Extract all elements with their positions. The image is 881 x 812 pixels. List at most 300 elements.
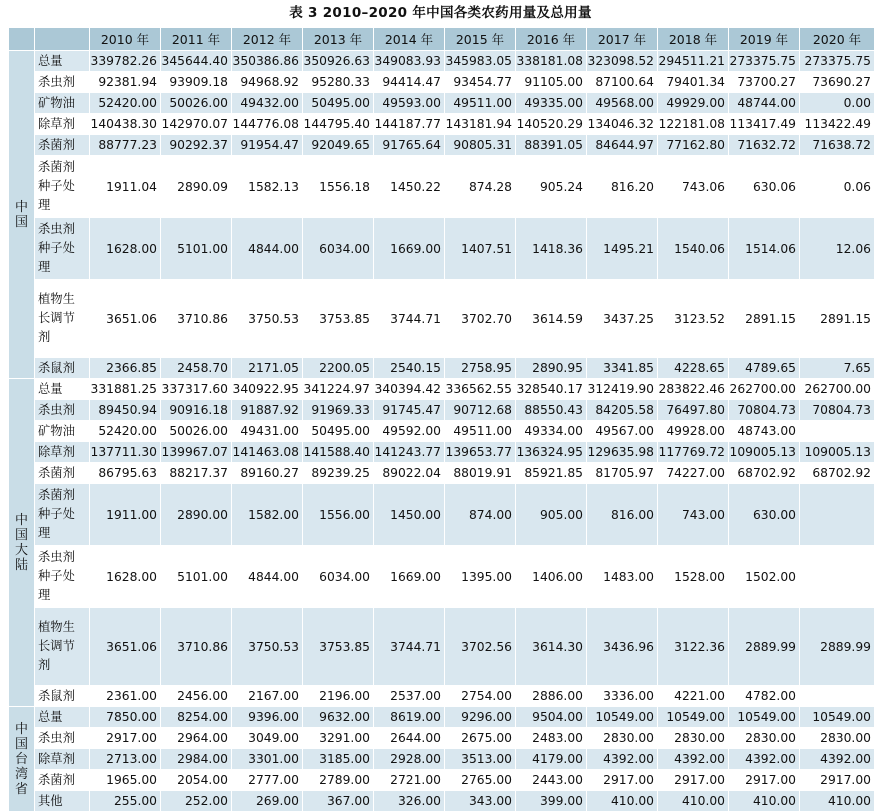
value-cell: 326.00 bbox=[374, 791, 445, 812]
table-row bbox=[9, 791, 875, 812]
value-cell: 0.06 bbox=[800, 156, 875, 218]
value-cell: 283822.46 bbox=[658, 379, 729, 400]
value-cell: 2171.05 bbox=[232, 358, 303, 379]
table-row bbox=[9, 749, 875, 770]
value-cell: 49929.00 bbox=[658, 93, 729, 114]
value-cell: 8254.00 bbox=[161, 707, 232, 728]
value-cell: 10549.00 bbox=[658, 707, 729, 728]
value-cell: 122181.08 bbox=[658, 114, 729, 135]
category-label: 杀菌剂种子处理 bbox=[35, 484, 90, 546]
value-cell: 2713.00 bbox=[90, 749, 161, 770]
value-cell: 340394.42 bbox=[374, 379, 445, 400]
value-cell: 1528.00 bbox=[658, 546, 729, 608]
value-cell: 89160.27 bbox=[232, 463, 303, 484]
year-header: 2018 年 bbox=[658, 28, 729, 51]
value-cell: 93909.18 bbox=[161, 72, 232, 93]
value-cell: 1965.00 bbox=[90, 770, 161, 791]
value-cell: 3436.96 bbox=[587, 608, 658, 686]
value-cell: 410.00 bbox=[658, 791, 729, 812]
value-cell: 79401.34 bbox=[658, 72, 729, 93]
value-cell: 7.65 bbox=[800, 358, 875, 379]
value-cell: 2984.00 bbox=[161, 749, 232, 770]
value-cell: 141463.08 bbox=[232, 442, 303, 463]
value-cell: 49593.00 bbox=[374, 93, 445, 114]
value-cell: 3753.85 bbox=[303, 608, 374, 686]
table-row bbox=[9, 280, 875, 358]
value-cell: 9396.00 bbox=[232, 707, 303, 728]
category-label: 矿物油 bbox=[35, 93, 90, 114]
value-cell: 3753.85 bbox=[303, 280, 374, 358]
value-cell: 90805.31 bbox=[445, 135, 516, 156]
value-cell: 9632.00 bbox=[303, 707, 374, 728]
value-cell: 85921.85 bbox=[516, 463, 587, 484]
value-cell: 1540.06 bbox=[658, 218, 729, 280]
value-cell: 4844.00 bbox=[232, 546, 303, 608]
value-cell: 1514.06 bbox=[729, 218, 800, 280]
value-cell: 410.00 bbox=[587, 791, 658, 812]
value-cell: 9504.00 bbox=[516, 707, 587, 728]
value-cell: 2540.15 bbox=[374, 358, 445, 379]
category-label: 植物生长调节剂 bbox=[35, 280, 90, 358]
year-header: 2019 年 bbox=[729, 28, 800, 51]
value-cell: 49335.00 bbox=[516, 93, 587, 114]
value-cell: 3185.00 bbox=[303, 749, 374, 770]
value-cell: 3122.36 bbox=[658, 608, 729, 686]
category-label: 矿物油 bbox=[35, 421, 90, 442]
value-cell: 3336.00 bbox=[587, 686, 658, 707]
value-cell: 2758.95 bbox=[445, 358, 516, 379]
category-label: 杀菌剂 bbox=[35, 463, 90, 484]
year-header: 2012 年 bbox=[232, 28, 303, 51]
table-row bbox=[9, 546, 875, 608]
value-cell: 3614.30 bbox=[516, 608, 587, 686]
value-cell: 90916.18 bbox=[161, 400, 232, 421]
value-cell: 2537.00 bbox=[374, 686, 445, 707]
value-cell: 2361.00 bbox=[90, 686, 161, 707]
value-cell: 49567.00 bbox=[587, 421, 658, 442]
table-caption: 表 3 2010–2020 年中国各类农药用量及总用量 bbox=[289, 5, 592, 21]
value-cell: 88550.43 bbox=[516, 400, 587, 421]
value-cell: 294511.21 bbox=[658, 51, 729, 72]
year-header: 2015 年 bbox=[445, 28, 516, 51]
table-row bbox=[9, 72, 875, 93]
value-cell: 1911.00 bbox=[90, 484, 161, 546]
value-cell: 2830.00 bbox=[587, 728, 658, 749]
value-cell: 2891.15 bbox=[800, 280, 875, 358]
value-cell: 349083.93 bbox=[374, 51, 445, 72]
table-wrapper bbox=[8, 27, 874, 812]
value-cell: 3291.00 bbox=[303, 728, 374, 749]
value-cell: 3341.85 bbox=[587, 358, 658, 379]
category-label: 总量 bbox=[35, 51, 90, 72]
value-cell: 93454.77 bbox=[445, 72, 516, 93]
value-cell: 49432.00 bbox=[232, 93, 303, 114]
value-cell: 10549.00 bbox=[800, 707, 875, 728]
category-label: 杀虫剂 bbox=[35, 400, 90, 421]
value-cell: 7850.00 bbox=[90, 707, 161, 728]
value-cell: 91105.00 bbox=[516, 72, 587, 93]
category-label: 杀菌剂 bbox=[35, 135, 90, 156]
value-cell: 86795.63 bbox=[90, 463, 161, 484]
group-label: 中国 bbox=[9, 51, 35, 379]
value-cell: 94414.47 bbox=[374, 72, 445, 93]
table-row bbox=[9, 728, 875, 749]
value-cell: 3301.00 bbox=[232, 749, 303, 770]
value-cell: 77162.80 bbox=[658, 135, 729, 156]
value-cell: 367.00 bbox=[303, 791, 374, 812]
value-cell: 84644.97 bbox=[587, 135, 658, 156]
value-cell: 2765.00 bbox=[445, 770, 516, 791]
value-cell: 255.00 bbox=[90, 791, 161, 812]
value-cell: 1450.22 bbox=[374, 156, 445, 218]
category-label: 杀鼠剂 bbox=[35, 686, 90, 707]
table-row bbox=[9, 135, 875, 156]
year-header: 2016 年 bbox=[516, 28, 587, 51]
value-cell: 3710.86 bbox=[161, 280, 232, 358]
category-label: 植物生长调节剂 bbox=[35, 608, 90, 686]
value-cell: 345644.40 bbox=[161, 51, 232, 72]
value-cell: 4392.00 bbox=[800, 749, 875, 770]
value-cell: 2891.15 bbox=[729, 280, 800, 358]
value-cell: 70804.73 bbox=[729, 400, 800, 421]
value-cell: 68702.92 bbox=[729, 463, 800, 484]
value-cell: 70804.73 bbox=[800, 400, 875, 421]
year-header: 2017 年 bbox=[587, 28, 658, 51]
value-cell: 3750.53 bbox=[232, 608, 303, 686]
value-cell: 1669.00 bbox=[374, 218, 445, 280]
value-cell: 139653.77 bbox=[445, 442, 516, 463]
value-cell: 139967.07 bbox=[161, 442, 232, 463]
value-cell: 345983.05 bbox=[445, 51, 516, 72]
year-header: 2010 年 bbox=[90, 28, 161, 51]
value-cell bbox=[800, 686, 875, 707]
table-row bbox=[9, 93, 875, 114]
value-cell: 49334.00 bbox=[516, 421, 587, 442]
value-cell: 90292.37 bbox=[161, 135, 232, 156]
value-cell: 3614.59 bbox=[516, 280, 587, 358]
value-cell: 142970.07 bbox=[161, 114, 232, 135]
value-cell bbox=[800, 421, 875, 442]
value-cell: 49592.00 bbox=[374, 421, 445, 442]
value-cell: 410.00 bbox=[729, 791, 800, 812]
value-cell: 113422.49 bbox=[800, 114, 875, 135]
year-header: 2014 年 bbox=[374, 28, 445, 51]
value-cell: 74227.00 bbox=[658, 463, 729, 484]
value-cell: 2777.00 bbox=[232, 770, 303, 791]
value-cell: 50495.00 bbox=[303, 93, 374, 114]
value-cell: 4392.00 bbox=[658, 749, 729, 770]
table-row bbox=[9, 400, 875, 421]
value-cell: 92381.94 bbox=[90, 72, 161, 93]
category-label: 总量 bbox=[35, 707, 90, 728]
value-cell: 1502.00 bbox=[729, 546, 800, 608]
value-cell: 49511.00 bbox=[445, 421, 516, 442]
value-cell: 136324.95 bbox=[516, 442, 587, 463]
value-cell: 144187.77 bbox=[374, 114, 445, 135]
value-cell: 3702.56 bbox=[445, 608, 516, 686]
value-cell: 88391.05 bbox=[516, 135, 587, 156]
value-cell: 262700.00 bbox=[800, 379, 875, 400]
value-cell: 0.00 bbox=[800, 93, 875, 114]
value-cell: 1628.00 bbox=[90, 218, 161, 280]
value-cell: 12.06 bbox=[800, 218, 875, 280]
value-cell: 95280.33 bbox=[303, 72, 374, 93]
value-cell: 331881.25 bbox=[90, 379, 161, 400]
value-cell: 3651.06 bbox=[90, 280, 161, 358]
value-cell bbox=[800, 546, 875, 608]
value-cell: 3049.00 bbox=[232, 728, 303, 749]
category-label: 杀菌剂 bbox=[35, 770, 90, 791]
year-header: 2020 年 bbox=[800, 28, 875, 51]
header-row bbox=[9, 28, 875, 51]
table-row bbox=[9, 51, 875, 72]
group-label: 中国大陆 bbox=[9, 379, 35, 707]
value-cell: 10549.00 bbox=[587, 707, 658, 728]
table-row bbox=[9, 608, 875, 686]
value-cell: 2889.99 bbox=[800, 608, 875, 686]
value-cell: 336562.55 bbox=[445, 379, 516, 400]
value-cell: 2917.00 bbox=[800, 770, 875, 791]
table-row bbox=[9, 114, 875, 135]
value-cell bbox=[800, 484, 875, 546]
value-cell: 2830.00 bbox=[800, 728, 875, 749]
value-cell: 4221.00 bbox=[658, 686, 729, 707]
value-cell: 48744.00 bbox=[729, 93, 800, 114]
value-cell: 328540.17 bbox=[516, 379, 587, 400]
category-label: 杀虫剂 bbox=[35, 72, 90, 93]
value-cell: 399.00 bbox=[516, 791, 587, 812]
value-cell: 2456.00 bbox=[161, 686, 232, 707]
category-label: 杀虫剂 bbox=[35, 728, 90, 749]
value-cell: 84205.58 bbox=[587, 400, 658, 421]
value-cell: 339782.26 bbox=[90, 51, 161, 72]
value-cell: 137711.30 bbox=[90, 442, 161, 463]
value-cell: 6034.00 bbox=[303, 218, 374, 280]
value-cell: 2675.00 bbox=[445, 728, 516, 749]
value-cell: 273375.75 bbox=[800, 51, 875, 72]
table-row bbox=[9, 156, 875, 218]
group-label: 中国台湾省 bbox=[9, 707, 35, 812]
header-corner-category bbox=[35, 28, 90, 51]
value-cell: 71638.72 bbox=[800, 135, 875, 156]
value-cell: 49431.00 bbox=[232, 421, 303, 442]
value-cell: 1582.00 bbox=[232, 484, 303, 546]
value-cell: 94968.92 bbox=[232, 72, 303, 93]
value-cell: 2754.00 bbox=[445, 686, 516, 707]
value-cell: 2830.00 bbox=[658, 728, 729, 749]
value-cell: 337317.60 bbox=[161, 379, 232, 400]
value-cell: 1669.00 bbox=[374, 546, 445, 608]
value-cell: 4844.00 bbox=[232, 218, 303, 280]
value-cell: 2443.00 bbox=[516, 770, 587, 791]
value-cell: 89022.04 bbox=[374, 463, 445, 484]
value-cell: 3710.86 bbox=[161, 608, 232, 686]
year-header: 2013 年 bbox=[303, 28, 374, 51]
table-row bbox=[9, 463, 875, 484]
value-cell: 5101.00 bbox=[161, 218, 232, 280]
table-row bbox=[9, 707, 875, 728]
value-cell: 81705.97 bbox=[587, 463, 658, 484]
value-cell: 52420.00 bbox=[90, 421, 161, 442]
value-cell: 874.00 bbox=[445, 484, 516, 546]
value-cell: 68702.92 bbox=[800, 463, 875, 484]
value-cell: 3744.71 bbox=[374, 280, 445, 358]
value-cell: 144795.40 bbox=[303, 114, 374, 135]
table-row bbox=[9, 442, 875, 463]
value-cell: 2366.85 bbox=[90, 358, 161, 379]
category-label: 其他 bbox=[35, 791, 90, 812]
value-cell: 73700.27 bbox=[729, 72, 800, 93]
value-cell: 816.00 bbox=[587, 484, 658, 546]
value-cell: 343.00 bbox=[445, 791, 516, 812]
value-cell: 2917.00 bbox=[587, 770, 658, 791]
value-cell: 1483.00 bbox=[587, 546, 658, 608]
category-label: 杀鼠剂 bbox=[35, 358, 90, 379]
value-cell: 905.24 bbox=[516, 156, 587, 218]
value-cell: 1395.00 bbox=[445, 546, 516, 608]
table-body bbox=[9, 51, 875, 812]
value-cell: 2830.00 bbox=[729, 728, 800, 749]
value-cell: 49568.00 bbox=[587, 93, 658, 114]
value-cell: 3702.70 bbox=[445, 280, 516, 358]
value-cell: 1406.00 bbox=[516, 546, 587, 608]
value-cell: 109005.13 bbox=[800, 442, 875, 463]
value-cell: 117769.72 bbox=[658, 442, 729, 463]
value-cell: 143181.94 bbox=[445, 114, 516, 135]
table-row bbox=[9, 379, 875, 400]
category-label: 总量 bbox=[35, 379, 90, 400]
value-cell: 87100.64 bbox=[587, 72, 658, 93]
value-cell: 341224.97 bbox=[303, 379, 374, 400]
value-cell: 50495.00 bbox=[303, 421, 374, 442]
value-cell: 140520.29 bbox=[516, 114, 587, 135]
value-cell: 2483.00 bbox=[516, 728, 587, 749]
value-cell: 340922.95 bbox=[232, 379, 303, 400]
value-cell: 76497.80 bbox=[658, 400, 729, 421]
table-row bbox=[9, 686, 875, 707]
year-header: 2011 年 bbox=[161, 28, 232, 51]
value-cell: 2886.00 bbox=[516, 686, 587, 707]
table-row bbox=[9, 484, 875, 546]
value-cell: 3123.52 bbox=[658, 280, 729, 358]
value-cell: 2964.00 bbox=[161, 728, 232, 749]
value-cell: 89450.94 bbox=[90, 400, 161, 421]
category-label: 杀虫剂种子处理 bbox=[35, 546, 90, 608]
value-cell: 3651.06 bbox=[90, 608, 161, 686]
value-cell: 273375.75 bbox=[729, 51, 800, 72]
value-cell: 90712.68 bbox=[445, 400, 516, 421]
table-row bbox=[9, 358, 875, 379]
value-cell: 2196.00 bbox=[303, 686, 374, 707]
value-cell: 1407.51 bbox=[445, 218, 516, 280]
category-label: 除草剂 bbox=[35, 442, 90, 463]
value-cell: 73690.27 bbox=[800, 72, 875, 93]
table-row bbox=[9, 421, 875, 442]
value-cell: 2721.00 bbox=[374, 770, 445, 791]
value-cell: 88777.23 bbox=[90, 135, 161, 156]
value-cell: 6034.00 bbox=[303, 546, 374, 608]
value-cell: 2890.95 bbox=[516, 358, 587, 379]
value-cell: 252.00 bbox=[161, 791, 232, 812]
value-cell: 88217.37 bbox=[161, 463, 232, 484]
value-cell: 350386.86 bbox=[232, 51, 303, 72]
value-cell: 129635.98 bbox=[587, 442, 658, 463]
value-cell: 10549.00 bbox=[729, 707, 800, 728]
value-cell: 350926.63 bbox=[303, 51, 374, 72]
value-cell: 269.00 bbox=[232, 791, 303, 812]
value-cell: 113417.49 bbox=[729, 114, 800, 135]
value-cell: 1556.00 bbox=[303, 484, 374, 546]
value-cell: 2889.99 bbox=[729, 608, 800, 686]
value-cell: 109005.13 bbox=[729, 442, 800, 463]
value-cell: 410.00 bbox=[800, 791, 875, 812]
value-cell: 630.00 bbox=[729, 484, 800, 546]
value-cell: 905.00 bbox=[516, 484, 587, 546]
value-cell: 262700.00 bbox=[729, 379, 800, 400]
value-cell: 1628.00 bbox=[90, 546, 161, 608]
value-cell: 2644.00 bbox=[374, 728, 445, 749]
value-cell: 1556.18 bbox=[303, 156, 374, 218]
category-label: 除草剂 bbox=[35, 114, 90, 135]
value-cell: 49511.00 bbox=[445, 93, 516, 114]
value-cell: 134046.32 bbox=[587, 114, 658, 135]
value-cell: 1582.13 bbox=[232, 156, 303, 218]
value-cell: 140438.30 bbox=[90, 114, 161, 135]
value-cell: 91765.64 bbox=[374, 135, 445, 156]
pesticide-usage-table bbox=[8, 27, 875, 812]
table-row bbox=[9, 218, 875, 280]
value-cell: 2054.00 bbox=[161, 770, 232, 791]
value-cell: 50026.00 bbox=[161, 93, 232, 114]
value-cell: 874.28 bbox=[445, 156, 516, 218]
value-cell: 2200.05 bbox=[303, 358, 374, 379]
value-cell: 91969.33 bbox=[303, 400, 374, 421]
value-cell: 743.06 bbox=[658, 156, 729, 218]
value-cell: 141588.40 bbox=[303, 442, 374, 463]
value-cell: 48743.00 bbox=[729, 421, 800, 442]
value-cell: 338181.08 bbox=[516, 51, 587, 72]
value-cell: 816.20 bbox=[587, 156, 658, 218]
header-corner-group bbox=[9, 28, 35, 51]
value-cell: 91745.47 bbox=[374, 400, 445, 421]
value-cell: 9296.00 bbox=[445, 707, 516, 728]
value-cell: 1450.00 bbox=[374, 484, 445, 546]
value-cell: 1911.04 bbox=[90, 156, 161, 218]
value-cell: 92049.65 bbox=[303, 135, 374, 156]
value-cell: 2890.09 bbox=[161, 156, 232, 218]
value-cell: 49928.00 bbox=[658, 421, 729, 442]
value-cell: 88019.91 bbox=[445, 463, 516, 484]
value-cell: 4228.65 bbox=[658, 358, 729, 379]
value-cell: 2458.70 bbox=[161, 358, 232, 379]
value-cell: 3437.25 bbox=[587, 280, 658, 358]
value-cell: 743.00 bbox=[658, 484, 729, 546]
value-cell: 71632.72 bbox=[729, 135, 800, 156]
value-cell: 312419.90 bbox=[587, 379, 658, 400]
value-cell: 91887.92 bbox=[232, 400, 303, 421]
value-cell: 323098.52 bbox=[587, 51, 658, 72]
value-cell: 2917.00 bbox=[658, 770, 729, 791]
value-cell: 1418.36 bbox=[516, 218, 587, 280]
value-cell: 2789.00 bbox=[303, 770, 374, 791]
category-label: 杀菌剂种子处理 bbox=[35, 156, 90, 218]
value-cell: 4392.00 bbox=[587, 749, 658, 770]
table-row bbox=[9, 770, 875, 791]
category-label: 杀虫剂种子处理 bbox=[35, 218, 90, 280]
value-cell: 5101.00 bbox=[161, 546, 232, 608]
value-cell: 3744.71 bbox=[374, 608, 445, 686]
value-cell: 2917.00 bbox=[729, 770, 800, 791]
